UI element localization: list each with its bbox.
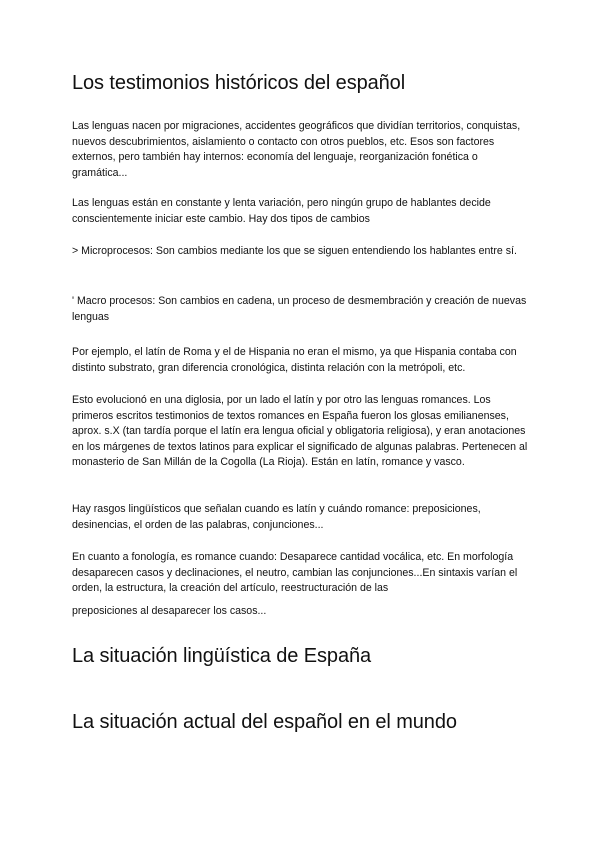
paragraph-fonologia: En cuanto a fonología, es romance cuando: Desaparece cantidad vocálica, etc. En morfología desaparecen casos y declinaciones, el neutro, cambian las conjunciones...En sintaxis varían el orden, la estructura, la creación del artículo, reestructuración de las xyxy=(72,551,518,595)
paragraph-diglosia: Esto evolucionó en una diglosia, por un lado el latín y por otro las lenguas romances. Los primeros escritos testimonios de textos romances en España fueron los glosas emilianenses, aprox. s.X (tan tardía porque el latín era lengua oficial y obligatoria religiosa), y eran anotaciones en los márgenes de textos latinos para explicar el significado de algunas palabras. Pertenecen al monasterio de San Millán de la Cogolla (La Rioja). Están en latín, romance y vasco. xyxy=(72,394,528,469)
paragraph-1: Las lenguas nacen por migraciones, accidentes geográficos que dividían territorios, conquistas, nuevos descubrimientos, aislamiento o contacto con otros pueblos, etc. Esos son factores externos, pero también hay internos: economía del lenguaje, reorganización fonética o gramática... xyxy=(72,120,521,179)
heading-testimonios-historicos: Los testimonios históricos del español xyxy=(72,72,406,94)
heading-situacion-espana: La situación lingüística de España xyxy=(72,645,372,667)
paragraph-preposiciones: preposiciones al desaparecer los casos... xyxy=(72,605,267,617)
paragraph-rasgos: Hay rasgos lingüísticos que señalan cuando es latín y cuándo romance: preposiciones, desinencias, el orden de las palabras, conjunciones... xyxy=(72,503,481,531)
paragraph-ejemplo: Por ejemplo, el latín de Roma y el de Hispania no eran el mismo, ya que Hispania contaba con distinto substrato, gran diferencia cronológica, distinta relación con la metrópoli, etc. xyxy=(72,346,517,374)
heading-situacion-mundo: La situación actual del español en el mundo xyxy=(72,711,457,733)
paragraph-2: Las lenguas están en constante y lenta variación, pero ningún grupo de hablantes decide conscientemente iniciar este cambio. Hay dos tipos de cambios xyxy=(72,197,491,225)
paragraph-microprocesos: > Microprocesos: Son cambios mediante los que se siguen entendiendo los hablantes entre sí. xyxy=(72,245,517,257)
paragraph-macroprocesos: ' Macro procesos: Son cambios en cadena, un proceso de desmembración y creación de nuevas lenguas xyxy=(72,295,527,323)
